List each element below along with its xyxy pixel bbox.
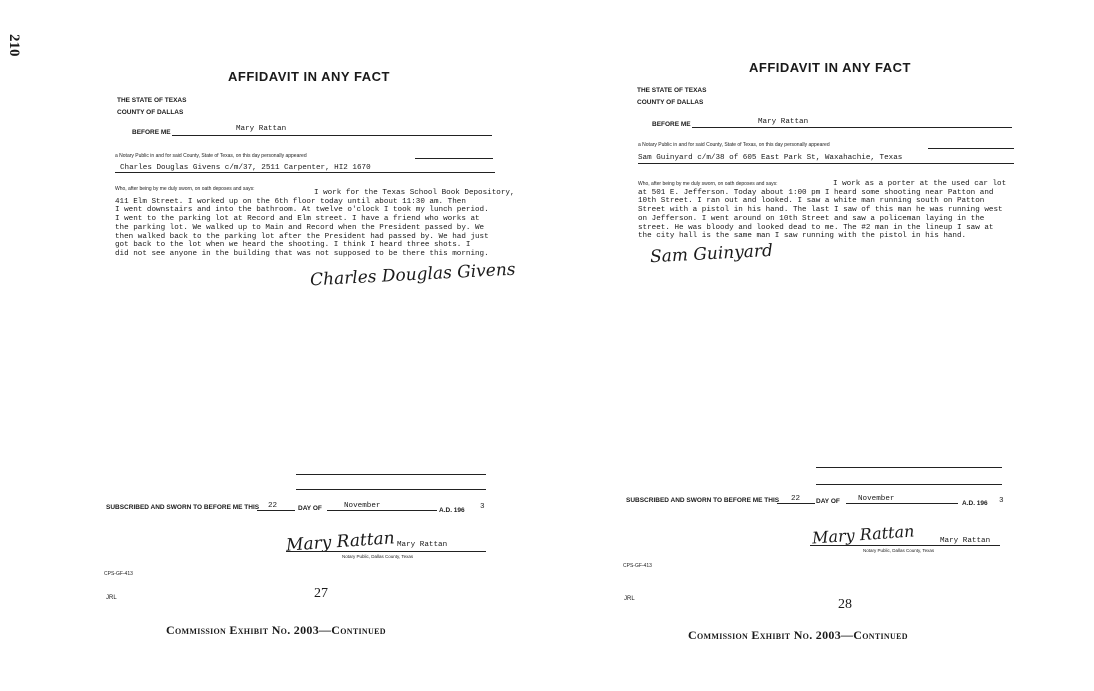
notary-name: Mary Rattan [397, 541, 448, 549]
statement-line: Street with a pistol in his hand. The last I saw of this man he was running west [638, 206, 1003, 215]
statement-line: got back to the lot when we heard the shooting. I think I heard three shots. I [115, 241, 471, 250]
affidavit-left [90, 0, 610, 691]
affiant-signature: Sam Guinyard [649, 240, 774, 268]
subscribed-label: SUBSCRIBED AND SWORN TO BEFORE ME THIS [626, 497, 780, 504]
statement-line: I work for the Texas School Book Depository, [314, 189, 515, 197]
blank-line-1 [816, 467, 1002, 468]
affiant-signature: Charles Douglas Givens [309, 259, 516, 291]
state-label: THE STATE OF TEXAS [637, 87, 707, 94]
before-me-label: BEFORE ME [132, 129, 171, 136]
day-of-label: DAY OF [298, 505, 322, 512]
notary-text: a Notary Public in and for said County, State of Texas, on this day personally appeared [638, 142, 830, 148]
affidavit-title: AFFIDAVIT IN ANY FACT [228, 69, 390, 84]
statement-line: the city hall is the same man I saw running with the pistol in his hand. [638, 232, 967, 241]
statement-line: I work as a porter at the used car lot [833, 180, 1007, 188]
statement-line: 10th Street. I ran out and looked. I saw a white man running south on Patton [638, 197, 985, 206]
appeared-line [638, 163, 1014, 164]
footer-number: 28 [838, 597, 852, 612]
statement-line: did not see anyone in the building that was not supposed to be there this morning. [115, 249, 489, 258]
notary-name: Mary Rattan [940, 537, 991, 545]
month-value: November [858, 495, 895, 503]
before-me-value: Mary Rattan [758, 118, 809, 126]
month-value: November [344, 502, 381, 510]
notary-line [415, 158, 493, 159]
blank-line-1 [296, 474, 486, 475]
blank-line-2 [296, 489, 486, 490]
day-of-label: DAY OF [816, 498, 840, 505]
ad-label: A.D. 196 [962, 500, 988, 507]
initials: JRL [624, 596, 635, 602]
affidavit-right [610, 0, 1094, 691]
before-me-line [692, 127, 1012, 128]
statement-line: I went downstairs and into the bathroom. At twelve o'clock I took my lunch period. [115, 206, 489, 215]
notary-caption: Notary Public, Dallas County, Texas [863, 548, 935, 553]
before-me-line [172, 135, 492, 136]
before-me-label: BEFORE ME [652, 121, 691, 128]
initials: JRL [106, 595, 117, 601]
notary-text: a Notary Public in and for said County, State of Texas, on this day personally appeared [115, 153, 307, 159]
year-digit: 3 [480, 503, 485, 511]
day-value: 22 [268, 502, 278, 510]
statement-body [115, 189, 515, 259]
county-label: COUNTY OF DALLAS [117, 109, 184, 116]
year-digit: 3 [999, 497, 1004, 505]
notary-signature: Mary Rattan [811, 521, 915, 548]
statement-line: street. He was bloody and looked dead to me. The #2 man in the lineup I saw at [638, 223, 994, 232]
statement-body [638, 180, 1006, 241]
notary-line [928, 148, 1014, 149]
exhibit-caption: Commission Exhibit No. 2003—Continued [688, 628, 908, 642]
ad-label: A.D. 196 [439, 507, 465, 514]
statement-line: 411 Elm Street. I worked up on the 6th floor today until about 11:30 am. Then [115, 197, 466, 206]
appeared-value: Charles Douglas Givens c/m/37, 2511 Carpenter, HI2 1670 [120, 164, 371, 172]
state-label: THE STATE OF TEXAS [117, 97, 187, 104]
affidavit-title: AFFIDAVIT IN ANY FACT [749, 60, 911, 75]
day-value: 22 [791, 495, 801, 503]
county-label: COUNTY OF DALLAS [637, 99, 704, 106]
subscribed-label: SUBSCRIBED AND SWORN TO BEFORE ME THIS [106, 504, 260, 511]
exhibit-caption: Commission Exhibit No. 2003—Continued [166, 623, 386, 637]
footer-number: 27 [314, 586, 328, 601]
notary-signature: Mary Rattan [285, 528, 396, 556]
notary-caption: Notary Public, Dallas County, Texas [342, 554, 414, 559]
appeared-value: Sam Guinyard c/m/38 of 605 East Park St, Waxahachie, Texas [638, 154, 903, 162]
before-me-value: Mary Rattan [236, 125, 287, 133]
statement-line: on Jefferson. I went around on 10th Street and saw a policeman laying in the [638, 214, 985, 223]
statement-line: at 501 E. Jefferson. Today about 1:00 pm I heard some shooting near Patton and [638, 188, 994, 197]
sworn-label: Who, after being by me duly sworn, on oath deposes and says: [115, 186, 255, 192]
blank-line-2 [816, 484, 1002, 485]
notary-sign-line [810, 545, 1000, 546]
sworn-label: Who, after being by me duly sworn, on oath deposes and says: [638, 181, 778, 187]
page-number: 210 [6, 34, 22, 57]
statement-line: then walked back to the parking lot after the President had passed by. We had just [115, 232, 489, 241]
statement-line: the parking lot. We walked up to Main and Record when the President passed by. We [115, 223, 485, 232]
form-code: CPS-GF-413 [623, 563, 652, 569]
notary-sign-line [286, 551, 486, 552]
statement-line: I went to the parking lot at Record and Elm street. I have a friend who works at [115, 215, 480, 224]
appeared-line [115, 172, 495, 173]
form-code: CPS-GF-413 [104, 571, 133, 577]
